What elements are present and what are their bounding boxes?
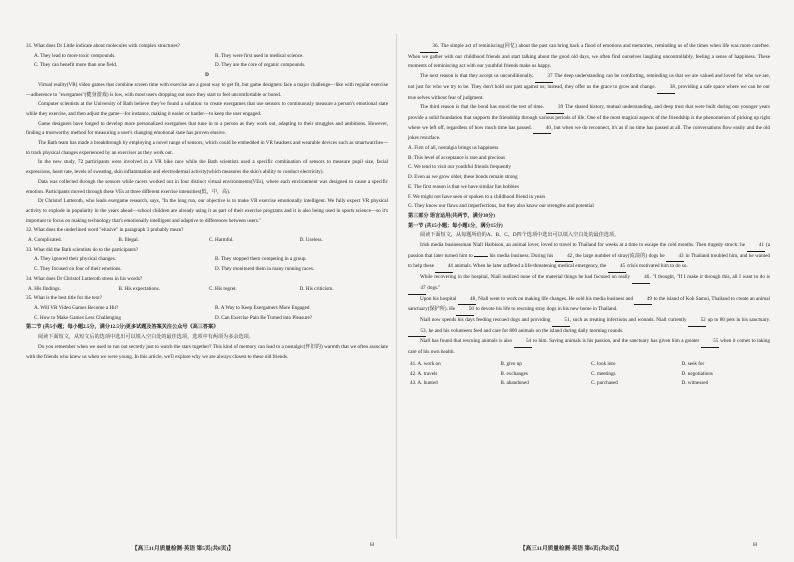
option-d: D. Useless. bbox=[299, 237, 323, 244]
option-d: D. witnessed bbox=[681, 380, 709, 387]
option-d: D. His criticism. bbox=[299, 285, 334, 292]
passage-paragraph: Virtual reality(VR) video games that combine screen time with exercise are a great way to get fit, but game designers face a major challenge—like with regular exercise—adherence to "exergames"(健身游戏) is low, with most users dropping out once they start to feel uncomfortable or bored. bbox=[26, 81, 388, 98]
blank-51: 51 bbox=[552, 316, 570, 327]
passage-7-intro: Do you remember when we used to run out secretly just to watch the stars together? This kind of memory can lead to a nostalgic(怀旧的) warmth that we often associate with the friends who knew us when we were young. In this article, we'll explore why we are always closest to these old friends. bbox=[26, 343, 388, 360]
option-b: B. Illegal. bbox=[118, 237, 139, 244]
option-a: A. Will VR Video Games Become a Hit? bbox=[34, 304, 119, 311]
option-d: D. They monitored them in many running races. bbox=[215, 266, 315, 273]
option-a: A. They lead to more toxic compounds. bbox=[34, 52, 116, 59]
question-stem: 31. What does Dr Little indicate about molecules with complex structures? bbox=[26, 43, 180, 49]
blank-52: 52 bbox=[688, 316, 706, 327]
part-2-instructions: 阅读下面短文，从短文后的选项中选出可以填入空白处的最佳选项。选项中有两项为多余选项。 bbox=[38, 334, 254, 341]
left-page-mark: H bbox=[370, 542, 375, 548]
question-41-options bbox=[408, 360, 770, 370]
question-31 bbox=[26, 42, 388, 71]
option-b: B. A Way to Keep Exergamers More Engaged bbox=[215, 304, 310, 311]
option-list bbox=[408, 144, 770, 212]
option-c: C. Harmful. bbox=[209, 237, 234, 244]
question-stem: 34. What does Dr Christof Lutteroth stress in his words? bbox=[26, 275, 143, 282]
option-a: A. They ignored their physical changes. bbox=[34, 256, 116, 263]
blank-50: 50 bbox=[456, 305, 474, 316]
option-b: B. They were first used in medical science. bbox=[215, 52, 304, 59]
option-c: C. How to Make Games Less Challenging bbox=[34, 314, 121, 321]
option-a: 43. A. hunted bbox=[410, 380, 438, 387]
passage-paragraph: 36. The simple act of reminiscing(回忆) about the past can bring back a flood of emotions and memories, reminding us of the times when life was more carefree. When we gather with our childhood friends and start talking about the good old days, we often find ourselves laughing uncontrollably, feeling a sense of happiness. These moments of reminiscing act with our youthful friends make us happy. bbox=[408, 43, 771, 70]
question-35 bbox=[26, 294, 388, 323]
passage-paragraph: The third reason is that the bond has stood the test of time. 39 The shared history, mutual understanding, and deep trust that were built during our younger years provide a solid foundation that supports the friendship through various periods of life. One of the most magical aspects of the friendship is the phenomenon of picking up right where we left off, regardless of how much time has passed. 40, but when we do reconnect, it's as if no time has passed at all. The conversations flow easily and the old jokes resurface. bbox=[408, 104, 770, 142]
blank-53: 53 bbox=[408, 327, 426, 338]
question-stem: 35. What is the best title for the text? bbox=[26, 295, 102, 302]
part-3-subheading: 第一节 (共15小题；每小题1分，满分15分) bbox=[408, 222, 503, 229]
part-3-heading: 第三部分 语言运用(共两节，满分30分) bbox=[408, 212, 495, 219]
cloze-paragraph: Niall has found that rescuing animals is also 54 to him. Saving animals is his passion, and the sanctuary has given him a greater 55 when it comes to taking care of his own health. bbox=[408, 338, 770, 356]
cloze-paragraph: While recovering in the hospital, Niall realized none of the material things he had focused on really 46. "I thought, "If I make it through this, all I want to do is 47 dogs." bbox=[408, 273, 770, 294]
page-fold-divider bbox=[396, 34, 397, 539]
option-c: C. His regret. bbox=[209, 285, 237, 292]
right-page-mark: H bbox=[753, 542, 758, 548]
option-item: A. First of all, nostalgia brings us happiness bbox=[408, 145, 499, 152]
option-b: B. His expectations. bbox=[118, 285, 160, 292]
option-d: D. They are the core of organic compounds. bbox=[215, 62, 306, 69]
passage-paragraph: Data was collected through the sensors while racers worked out in four distinct virtual environments(VEs), where each environment was designed to cause a specific emotion. Participants moved through these VEs at three different exercise intensities(低，中，高). bbox=[26, 178, 388, 195]
option-c: C. meetings bbox=[591, 370, 616, 377]
option-a: 42. A. travels bbox=[410, 370, 438, 377]
option-item: G. They know our flaws and imperfections, but they also know our strengths and potential bbox=[408, 203, 594, 210]
blank-39: 39 bbox=[546, 103, 564, 114]
option-item: E. The first reason is that we have similar fun hobbies bbox=[408, 183, 519, 190]
blank-inline bbox=[474, 256, 488, 257]
blank-48: 48 bbox=[458, 295, 476, 306]
option-a: A. His findings. bbox=[28, 285, 61, 292]
passage-paragraph: Dr Christof Lutteroth, who leads exergame research, says, "In the long run, our objective is to make VR exercise emotionally intelligent. We fully expect VR physical activity to explode in popularity in the years ahead—school children are already using it as part of their exercise programs and it is also being used in sports science—so it's important to focus on making technology that's emotionally intelligent and adaptive to differences between users." bbox=[26, 198, 388, 224]
passage-paragraph: Game designers have longed to develop more personalized exergames that tune in to a person as they work out, adapting to their struggles and ambitions. However, finding a trustworthy method for measuring a user's changing emotional state has proven elusive. bbox=[26, 120, 388, 137]
passage-paragraph: The next reason is that they accept us unconditionally. 37 The deep understanding can be comforting, reminding us that we are valued and loved for who we are, not just for who we try to be. They don't hold our past against us; instead, they offer us the grace to grow and change. 38, providing a safe space where we can be our true selves without fear of judgment. bbox=[408, 73, 770, 101]
option-b: B. They stopped them competing in a group. bbox=[215, 256, 307, 263]
blank-42: 42 bbox=[555, 252, 573, 263]
cloze-paragraph: Upon his hospital 48, Niall went to work on making life changes. He sold his media business and 49 to the island of Koh Samui, Thailand to create an animal sanctuary(保护所). He 50 to devote his life to rescuing stray dogs in his new home in Thailand. bbox=[408, 295, 770, 316]
option-c: C. purchased bbox=[591, 380, 618, 387]
option-c: C. They focused on four of their emotions. bbox=[34, 266, 122, 273]
left-page-column bbox=[26, 42, 388, 362]
right-page-column bbox=[408, 42, 770, 389]
part-3-instructions: 阅读下面短文，从每题所给的A、B、C、D四个选项中选出可以填入空白处的最佳选项。 bbox=[420, 232, 620, 239]
blank-45: 45 bbox=[608, 262, 626, 273]
section-letter-d: D bbox=[205, 72, 209, 79]
option-d: D. negotiations bbox=[681, 370, 713, 377]
cloze-paragraph: Irish media businessman Niall Harbison, an animal lover, loved to travel to Thailand for weeks at a time to escape the cold months. Then tragedy struck: he 41 (a passion that later turned him to his media business. During his 42, the large number of stray(流浪的) dogs he 43 in Thailand troubled him, and he wanted to help these 44 animals. When he later suffered a life-threatening medical emergency, the 45 crisis motivated him to do so. bbox=[408, 241, 770, 273]
option-a: A. Complicated. bbox=[28, 237, 62, 244]
blank-37: 37 bbox=[535, 72, 553, 83]
passage-paragraph: The Bath team has made a breakthrough by employing a novel range of sensors, which could be embedded in VR headsets and wearable devices such as smartwatches—to track physical changes experienced by an exerciser as they work out. bbox=[26, 140, 388, 156]
option-b: B. exchanges bbox=[500, 370, 528, 377]
blank-43: 43 bbox=[666, 252, 684, 263]
part-2-heading: 第二节 (共5小题；每小题2.5分，满分12.5分)更多试题及答案关注公众号《高三答案》 bbox=[26, 324, 219, 331]
right-page-footer: 【高三11月质量检测·英语 第6页(共8页)】 bbox=[520, 546, 622, 552]
option-b: B. give up bbox=[500, 360, 522, 367]
question-33 bbox=[26, 246, 388, 275]
blank-44: 44 bbox=[435, 262, 453, 273]
question-32 bbox=[26, 226, 388, 245]
option-a: 41. A. work on bbox=[410, 360, 441, 367]
blank-54: 54 bbox=[514, 337, 532, 348]
blank-38: 38 bbox=[657, 83, 675, 94]
passage-paragraph: Computer scientists at the University of Bath believe they've found a solution: to create exergames that use sensors to continuously measure a person's emotional state while they exercise, and then adjust the game—for instance, making it easier or harder—to keep the user engaged. bbox=[26, 101, 388, 117]
blank-36: 36 bbox=[420, 42, 438, 53]
option-item: D. Even as we grow older, these bonds remain strong bbox=[408, 174, 518, 181]
option-c: C. look into bbox=[591, 360, 616, 367]
passage-paragraph: In the new study, 72 participants were involved in a VR bike race while the Bath scientists used a specific combination of sensors to measure pupil size, facial expressions, heart rate, levels of sweating, skin inflammation and electrodermal activity(which measures the skin's ability to conduct electricity). bbox=[26, 159, 388, 176]
blank-55: 55 bbox=[701, 337, 719, 348]
question-stem: 32. What does the underlined word "elusive" in paragraph 3 probably mean? bbox=[26, 227, 184, 234]
blank-41: 41 bbox=[747, 241, 765, 252]
question-stem: 33. What did the Bath scientists do to the participants? bbox=[26, 246, 139, 253]
option-b: B. abandoned bbox=[500, 380, 529, 387]
question-43-options bbox=[408, 379, 770, 389]
blank-46: 46 bbox=[632, 273, 650, 284]
blank-49: 49 bbox=[634, 295, 652, 306]
blank-47: 47 bbox=[408, 284, 426, 295]
option-item: C. We tend to visit our youthful friends frequently bbox=[408, 164, 511, 171]
option-item: F. We might not have seen or spoken to a childhood friend in years bbox=[408, 193, 546, 200]
left-page-footer: 【高三11月质量检测·英语 第5页(共8页)】 bbox=[132, 546, 234, 552]
option-item: B. This level of acceptance is rare and precious bbox=[408, 154, 506, 161]
question-34 bbox=[26, 275, 388, 294]
option-d: D. Can Exercise Pain Be Turned into Pleasure? bbox=[215, 314, 313, 321]
cloze-paragraph: Niall now spends his days feeding rescued dogs and providing 51, such as treating infections and wounds. Niall currently 52 up to 80 pets in his sanctuary. 53, he and his volunteers feed and care for 800 animals on the island during daily morning rounds. bbox=[408, 316, 770, 337]
question-42-options bbox=[408, 370, 770, 380]
option-d: D. seek for bbox=[681, 360, 705, 367]
option-c: C. They can benefit more than one field. bbox=[34, 62, 118, 69]
blank-40: 40 bbox=[533, 124, 551, 135]
passage-d bbox=[26, 81, 388, 227]
